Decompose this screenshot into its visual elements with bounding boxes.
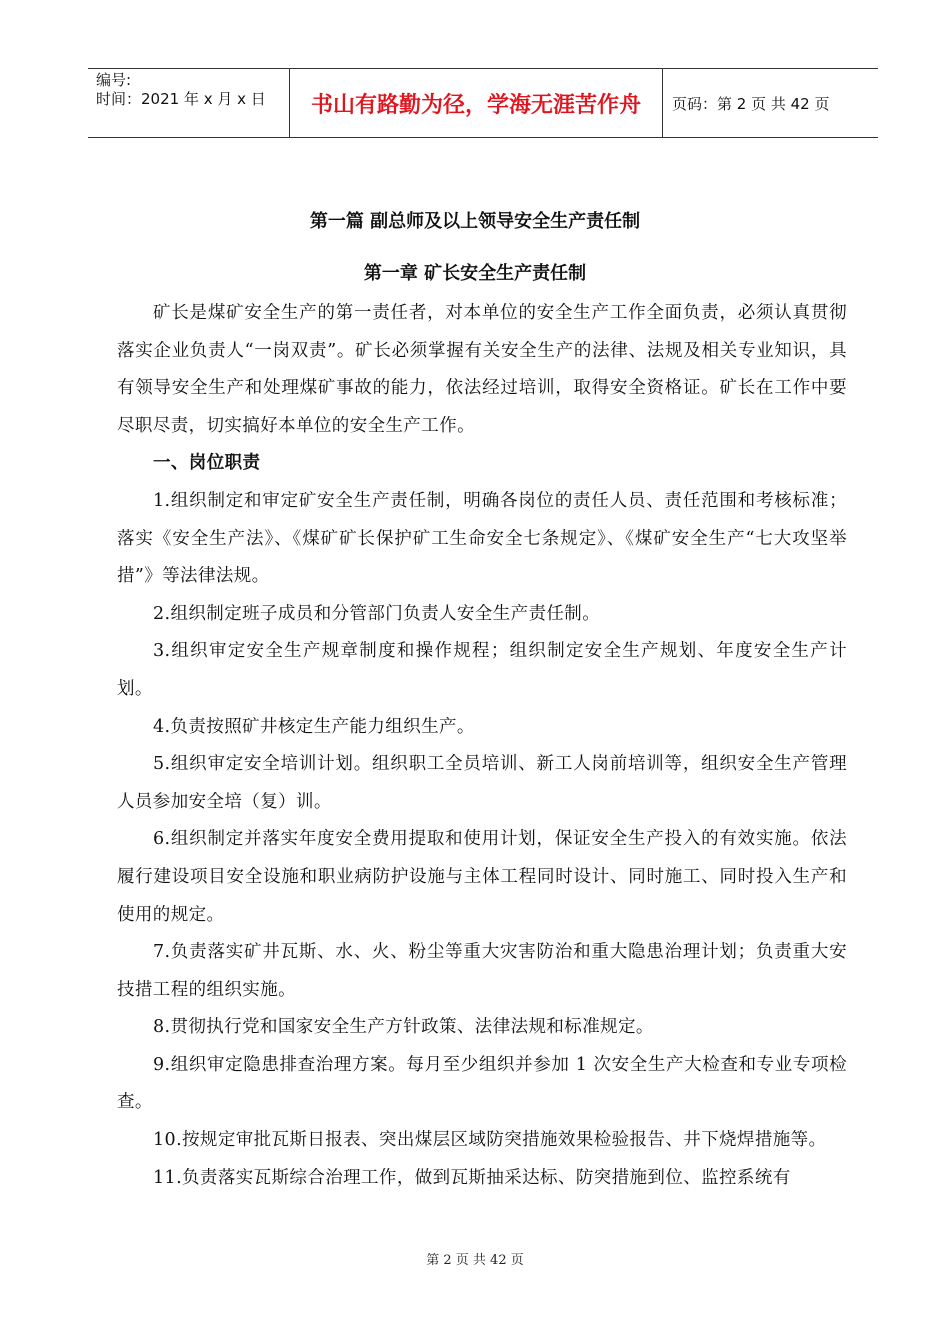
page-footer: 第 2 页 共 42 页 xyxy=(426,1253,524,1268)
duty-item: 11.负责落实瓦斯综合治理工作，做到瓦斯抽采达标、防突措施到位、监控系统有 xyxy=(153,1167,791,1188)
duty-item: 2.组织制定班子成员和分管部门负责人安全生产责任制。 xyxy=(153,603,601,624)
document-number: 编号: xyxy=(96,71,132,89)
duty-item: 7.负责落实矿井瓦斯、水、火、粉尘等重大灾害防治和重大隐患治理计划；负责重大安技措工程的组织实施。 xyxy=(117,942,847,1000)
document-body xyxy=(117,295,847,1197)
section-heading: 一、岗位职责 xyxy=(153,453,261,474)
duty-item: 6.组织制定并落实年度安全费用提取和使用计划，保证安全生产投入的有效实施。依法履行建设项目安全设施和职业病防护设施与主体工程同时设计、同时施工、同时投入生产和使用的规定。 xyxy=(117,829,847,925)
chapter-title: 第一章 矿长安全生产责任制 xyxy=(363,263,587,284)
document-time: 时间：2021 年 x 月 x 日 xyxy=(96,90,266,108)
duty-item: 8.贯彻执行党和国家安全生产方针政策、法律法规和标准规定。 xyxy=(153,1017,654,1038)
header-page-number: 页码：第 2 页 共 42 页 xyxy=(672,94,830,113)
part-title: 第一篇 副总师及以上领导安全生产责任制 xyxy=(309,211,641,232)
duty-item: 3.组织审定安全生产规章制度和操作规程；组织制定安全生产规划、年度安全生产计划。 xyxy=(117,641,847,699)
header-meta xyxy=(96,69,286,139)
duty-item: 9.组织审定隐患排查治理方案。每月至少组织并参加 1 次安全生产大检查和专业专项检查。 xyxy=(117,1054,847,1113)
duty-item: 1.组织制定和审定矿安全生产责任制，明确各岗位的责任人员、责任范围和考核标准；落实《安全生产法》、《煤矿矿长保护矿工生命安全七条规定》、《煤矿安全生产“七大攻坚举措”》等法律法规。 xyxy=(117,490,847,587)
intro-paragraph: 矿长是煤矿安全生产的第一责任者，对本单位的安全生产工作全面负责，必须认真贯彻落实企业负责人“一岗双责”。矿长必须掌握有关安全生产的法律、法规及相关专业知识，具有领导安全生产和处理煤矿事故的能力，依法经过培训，取得安全资格证。矿长在工作中要尽职尽责，切实搞好本单位的安全生产工作。 xyxy=(117,303,847,436)
header-motto: 书山有路勤为径，学海无涯苦作舟 xyxy=(289,69,663,137)
page-header xyxy=(88,68,878,138)
duty-item: 10.按规定审批瓦斯日报表、突出煤层区域防突措施效果检验报告、井下烧焊措施等。 xyxy=(153,1130,827,1151)
duty-item: 4.负责按照矿井核定生产能力组织生产。 xyxy=(153,716,475,737)
duty-item: 5.组织审定安全培训计划。组织职工全员培训、新工人岗前培训等，组织安全生产管理人员参加安全培（复）训。 xyxy=(117,754,847,812)
